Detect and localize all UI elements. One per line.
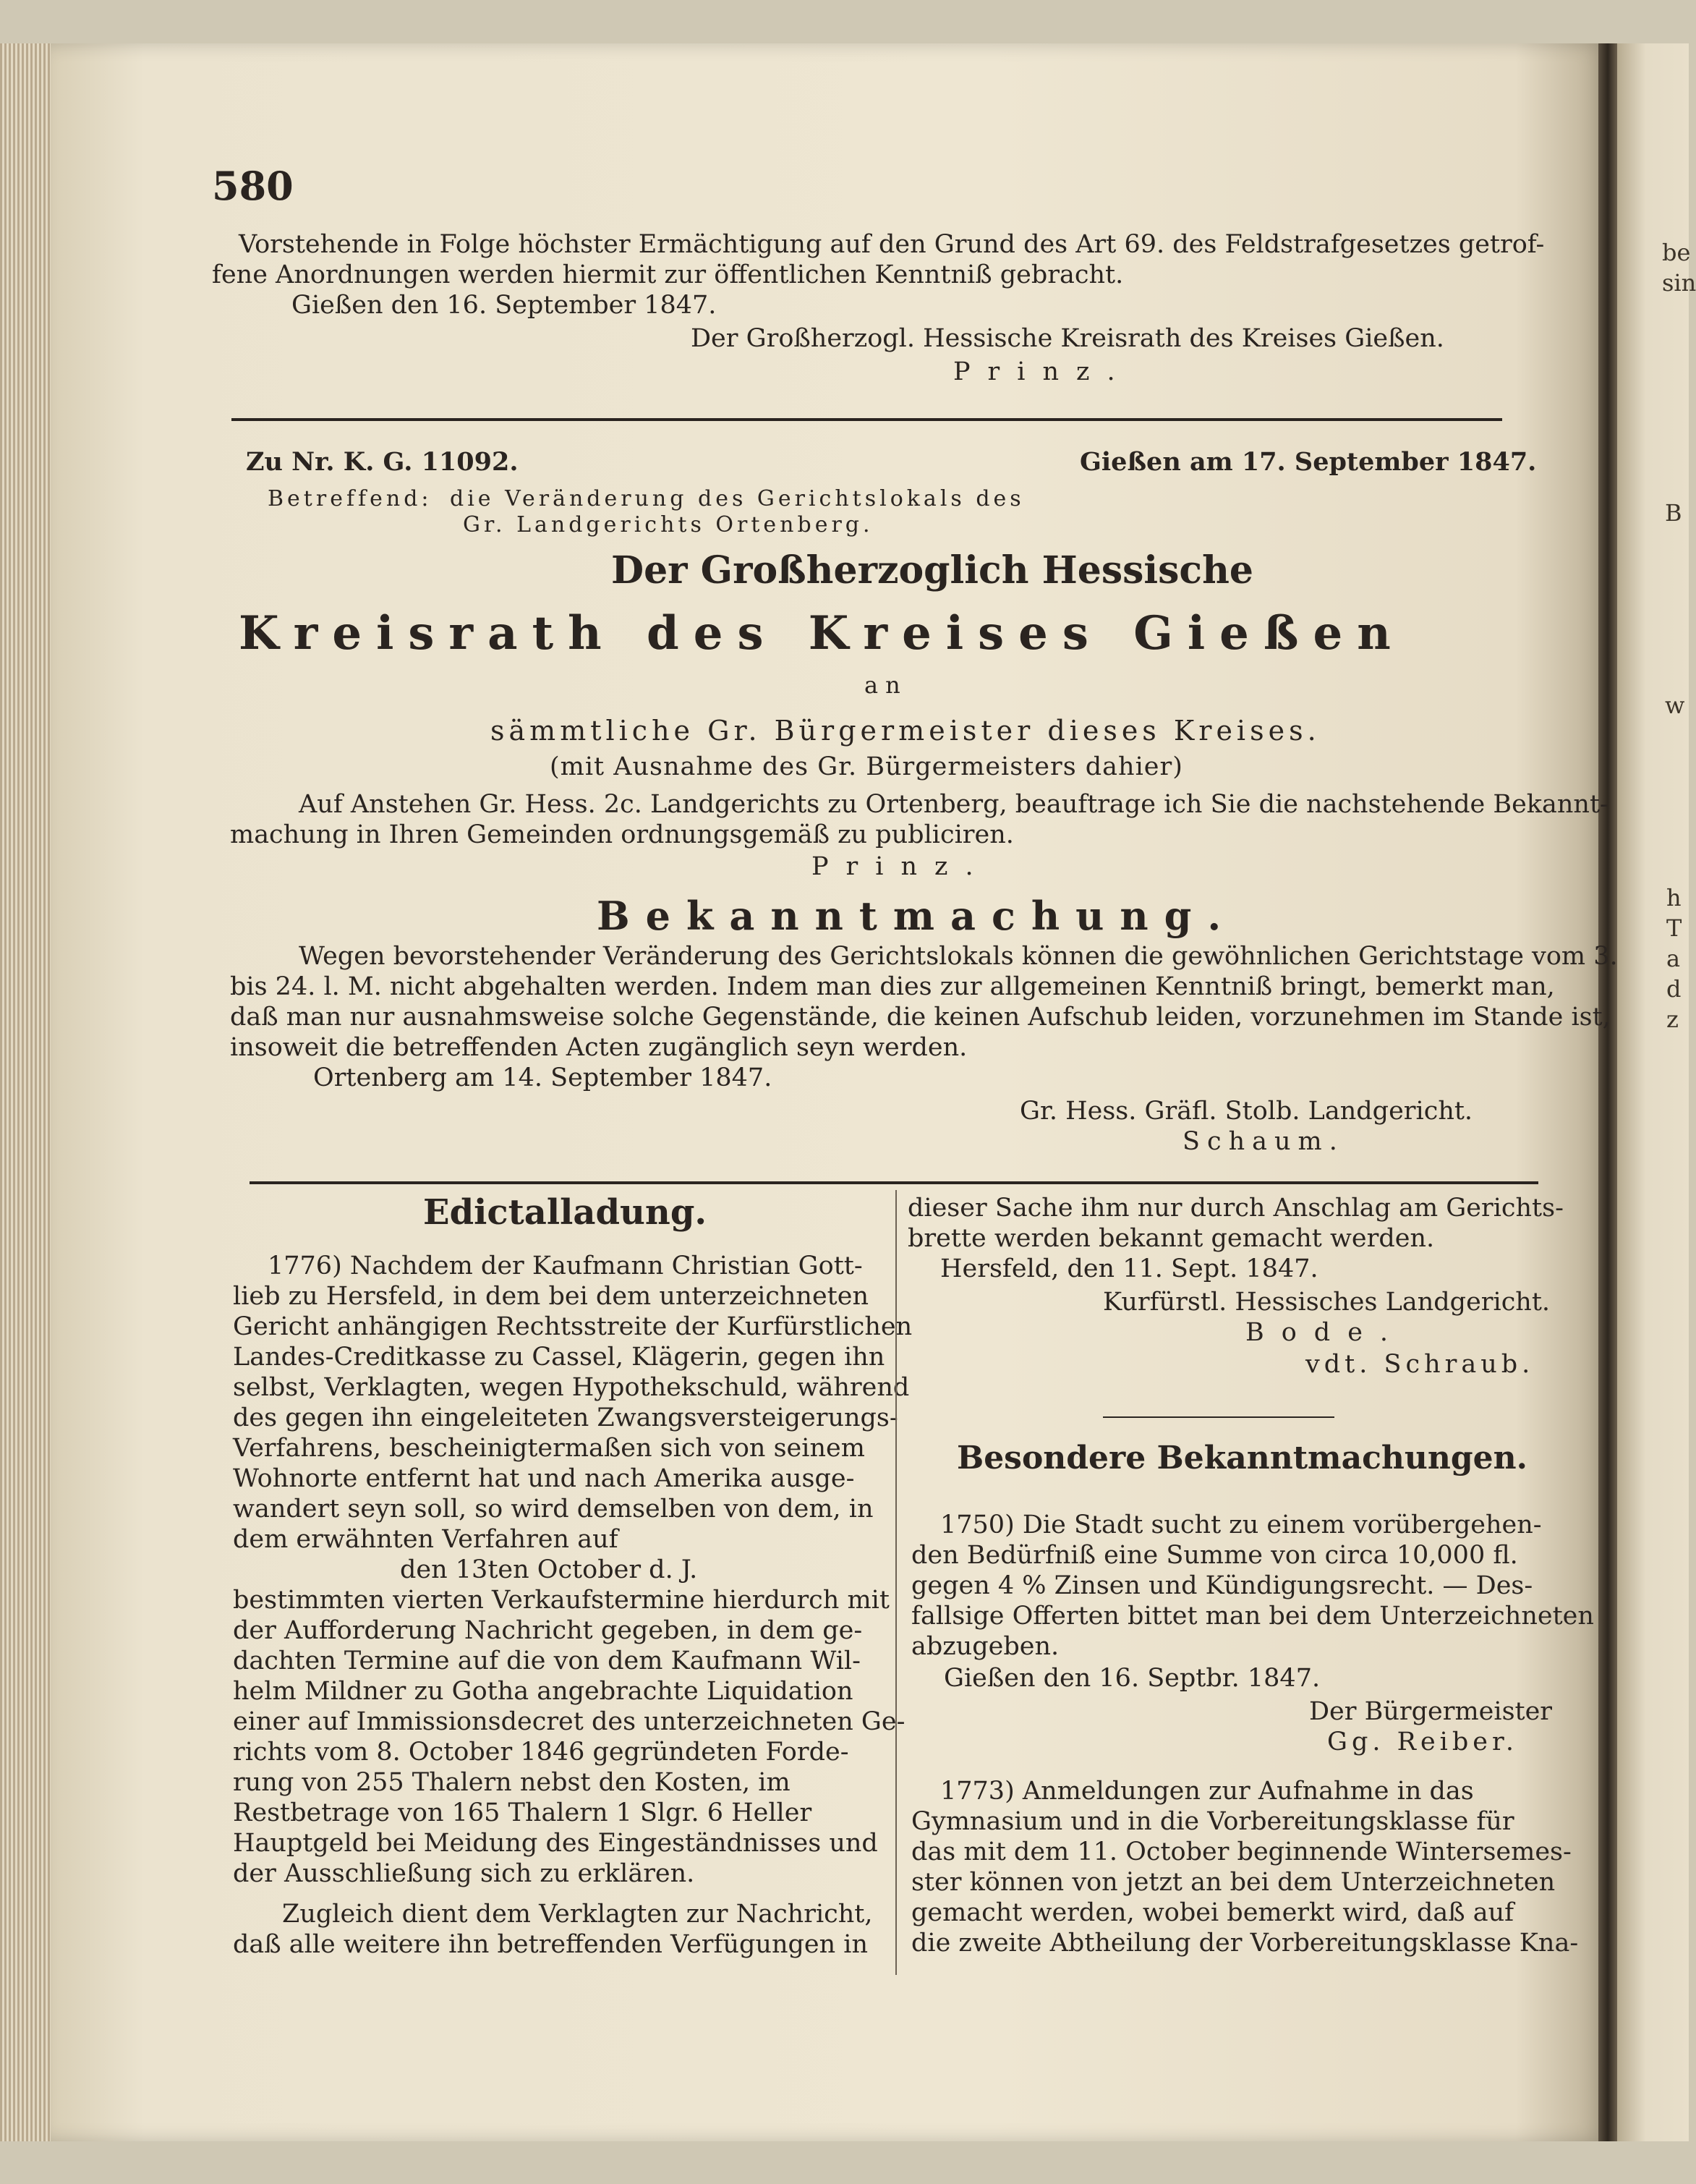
item2-line: 1773) Anmeldungen zur Aufnahme in das [940, 1777, 1474, 1806]
item2-line: das mit dem 11. October beginnende Wintersemes- [911, 1837, 1572, 1866]
edictal-line: der Ausschließung sich zu erklären. [233, 1859, 695, 1888]
item1-line: abzugeben. [911, 1632, 1060, 1661]
notice-body-line-2: machung in Ihren Gemeinden ordnungsgemäß zu publiciren. [230, 820, 1014, 849]
notice-title-line2: Kreisrath des Kreises Gießen [239, 606, 1405, 660]
item2-line: ster können von jetzt an bei dem Unterzeichneten [911, 1868, 1556, 1897]
notice-body-line-1: Auf Anstehen Gr. Hess. 2c. Landgerichts zu Ortenberg, beauftrage ich Sie die nachstehende Bekannt- [299, 790, 1608, 819]
next-page-fragment: be [1662, 239, 1691, 266]
intro-line-2: fene Anordnungen werden hiermit zur öffentlichen Kenntniß gebracht. [212, 260, 1124, 289]
continuation-signature-2: vdt. Schraub. [1305, 1350, 1535, 1379]
item1-line: den Bedürfniß eine Summe von circa 10,000 fl. [911, 1541, 1518, 1570]
edictal-line: Verfahrens, bescheinigtermaßen sich von seinem [233, 1434, 865, 1463]
item1-line: 1750) Die Stadt sucht zu einem vorübergehen- [940, 1510, 1542, 1539]
divider-rule-2 [250, 1181, 1538, 1184]
item1-line: fallsige Offerten bittet man bei dem Unterzeichneten [911, 1602, 1594, 1631]
announcement-line-3: daß man nur ausnahmsweise solche Gegenstände, die keinen Aufschub leiden, vorzunehmen im Stande ist, [230, 1003, 1611, 1032]
next-page-fragment: sin [1662, 269, 1696, 297]
next-page-fragment: z [1666, 1006, 1679, 1033]
edictal-line: helm Mildner zu Gotha angebrachte Liquidation [233, 1677, 853, 1706]
special-announcements-title: Besondere Bekanntmachungen. [957, 1440, 1527, 1476]
edictal-line: Gericht anhängigen Rechtsstreite der Kurfürstlichen [233, 1312, 913, 1341]
announcement-date: Ortenberg am 14. September 1847. [313, 1063, 772, 1092]
notice-reference: Zu Nr. K. G. 11092. [246, 447, 519, 477]
notice-place-date: Gießen am 17. September 1847. [1080, 447, 1537, 477]
notice-to: an [864, 671, 908, 699]
notice-subject-line2: Gr. Landgerichts Ortenberg. [463, 512, 874, 537]
item2-line: Gymnasium und in die Vorbereitungsklasse für [911, 1807, 1514, 1836]
continuation-line: brette werden bekannt gemacht werden. [908, 1224, 1435, 1253]
intro-signature: Prinz. [953, 357, 1133, 386]
next-page-fragment: T [1666, 914, 1682, 942]
next-page-fragment: d [1666, 975, 1682, 1003]
notice-title-line1: Der Großherzoglich Hessische [611, 548, 1253, 592]
edictal-line: richts vom 8. October 1846 gegründeten Forde- [233, 1738, 849, 1767]
edictal-line: selbst, Verklagten, wegen Hypothekschuld, während [233, 1373, 910, 1402]
divider-rule [231, 418, 1502, 421]
next-page-sheet [1617, 43, 1689, 2141]
edictal-line: der Aufforderung Nachricht gegeben, in dem ge- [233, 1616, 863, 1645]
edictal-line: dem erwähnten Verfahren auf [233, 1525, 618, 1554]
notice-subject-label: Betreffend: [268, 486, 432, 511]
short-divider [1103, 1416, 1334, 1418]
notice-exception: (mit Ausnahme des Gr. Bürgermeisters dahier) [550, 752, 1183, 781]
intro-line-1: Vorstehende in Folge höchster Ermächtigung auf den Grund des Art 69. des Feldstrafgesetzes getrof- [239, 230, 1545, 259]
item1-signature: Gg. Reiber. [1327, 1728, 1519, 1756]
announcement-line-1: Wegen bevorstehender Veränderung des Gerichtslokals können die gewöhnlichen Gerichtstage vom 3. [299, 942, 1618, 971]
book-gutter [1598, 43, 1617, 2141]
edictal-line: daß alle weitere ihn betreffenden Verfügungen in [233, 1930, 869, 1959]
next-page-fragment: h [1666, 884, 1682, 912]
edictal-line: des gegen ihn eingeleiteten Zwangsversteigerungs- [233, 1403, 898, 1432]
item1-authority: Der Bürgermeister [1309, 1697, 1553, 1726]
edictal-line: rung von 255 Thalern nebst den Kosten, im [233, 1768, 791, 1797]
edictal-line: Hauptgeld bei Meidung des Eingeständnisses und [233, 1829, 878, 1858]
announcement-title: Bekanntmachung. [597, 893, 1237, 939]
edictal-line: Wohnorte entfernt hat und nach Amerika ausge- [233, 1464, 855, 1493]
item2-line: gemacht werden, wobei bemerkt wird, daß auf [911, 1898, 1514, 1927]
edictal-line: Landes-Creditkasse zu Cassel, Klägerin, gegen ihn [233, 1343, 885, 1372]
item1-date: Gießen den 16. Septbr. 1847. [944, 1664, 1321, 1693]
column-divider [895, 1190, 897, 1975]
edictal-line: den 13ten October d. J. [400, 1555, 698, 1584]
announcement-signature: Schaum. [1182, 1127, 1345, 1156]
next-page-fragment: a [1666, 945, 1681, 972]
edictal-line: bestimmten vierten Verkaufstermine hierdurch mit [233, 1586, 890, 1615]
edictal-line: dachten Termine auf die von dem Kaufmann Wil- [233, 1647, 861, 1675]
edictal-line: 1776) Nachdem der Kaufmann Christian Gott- [268, 1252, 863, 1280]
intro-date: Gießen den 16. September 1847. [291, 291, 717, 320]
item1-line: gegen 4 % Zinsen und Kündigungsrecht. — Des- [911, 1571, 1533, 1600]
continuation-date: Hersfeld, den 11. Sept. 1847. [940, 1254, 1318, 1283]
announcement-line-2: bis 24. l. M. nicht abgehalten werden. Indem man dies zur allgemeinen Kenntniß bringt, bemerkt man, [230, 972, 1555, 1001]
continuation-signature-1: Bode. [1245, 1318, 1406, 1347]
intro-authority: Der Großherzogl. Hessische Kreisrath des Kreises Gießen. [691, 324, 1444, 353]
page-number: 580 [212, 163, 294, 209]
edictal-title: Edictalladung. [423, 1192, 707, 1233]
edictal-line: einer auf Immissionsdecret des unterzeichneten Ge- [233, 1707, 905, 1736]
item2-line: die zweite Abtheilung der Vorbereitungsklasse Kna- [911, 1929, 1579, 1958]
announcement-line-4: insoweit die betreffenden Acten zugänglich seyn werden. [230, 1033, 968, 1062]
next-page-fragment: B [1665, 499, 1682, 527]
edictal-line: Zugleich dient dem Verklagten zur Nachricht, [282, 1900, 873, 1929]
edictal-line: Restbetrage von 165 Thalern 1 Slgr. 6 Heller [233, 1798, 812, 1827]
continuation-line: dieser Sache ihm nur durch Anschlag am Gerichts- [908, 1194, 1564, 1223]
edictal-line: lieb zu Hersfeld, in dem bei dem unterzeichneten [233, 1282, 869, 1311]
continuation-authority: Kurfürstl. Hessisches Landgericht. [1103, 1288, 1551, 1317]
announcement-authority: Gr. Hess. Gräfl. Stolb. Landgericht. [1020, 1097, 1473, 1126]
notice-signature: Prinz. [811, 852, 991, 881]
edictal-line: wandert seyn soll, so wird demselben von dem, in [233, 1495, 874, 1524]
notice-subject-line1: die Veränderung des Gerichtslokals des [450, 486, 1025, 511]
notice-addressees: sämmtliche Gr. Bürgermeister dieses Kreises. [490, 715, 1321, 747]
next-page-fragment: w [1665, 692, 1685, 719]
